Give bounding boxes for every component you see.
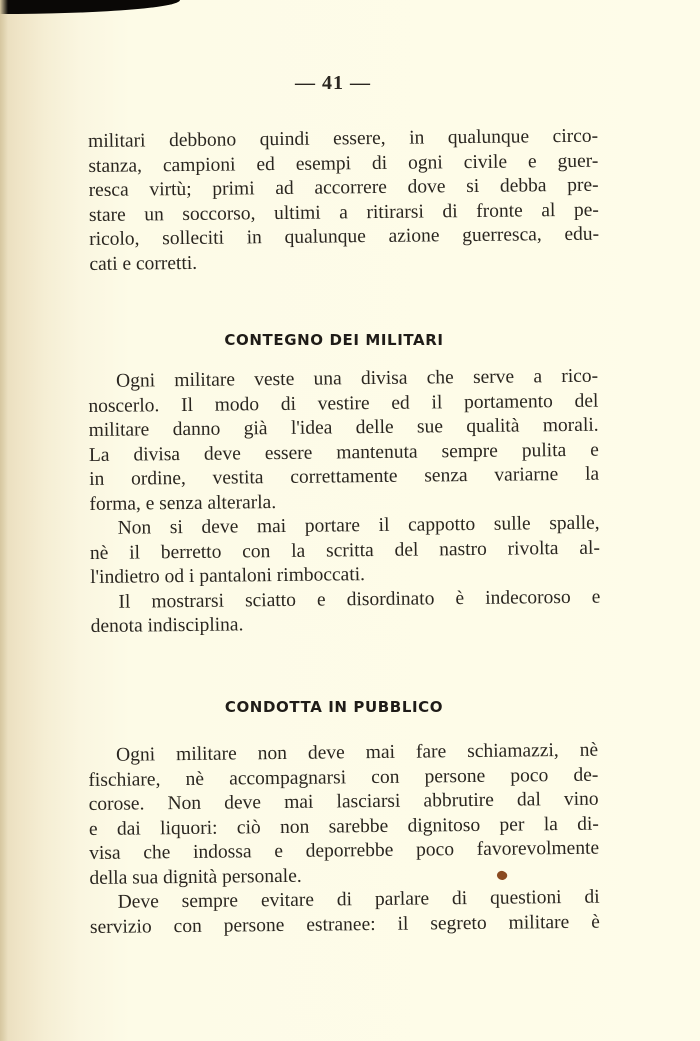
- text-line: Ogni militare non deve mai fare schiamazzi, nè: [116, 739, 599, 766]
- text-line: stanza, campioni ed esempi di ogni civile e guer-: [88, 150, 599, 177]
- text-line: militari debbono quindi essere, in qualunque circo-: [88, 125, 599, 152]
- scan-edge-shadow: [0, 0, 180, 14]
- text-line: Deve sempre evitare di parlare di questioni di: [117, 886, 600, 913]
- text-line: Non si deve mai portare il cappotto sulle spalle,: [117, 512, 600, 539]
- text-line: visa che indossa e deporrebbe poco favorevolmente: [89, 837, 600, 864]
- text-line: denota indisciplina.: [90, 614, 244, 637]
- section-contegno-body: [88, 365, 601, 640]
- text-line: della sua dignità personale.: [89, 865, 302, 889]
- page-number: — 41 —: [295, 72, 371, 94]
- text-line: in ordine, vestita correttamente senza variarne la: [89, 463, 600, 490]
- text-line: ricolo, solleciti in qualunque azione guerresca, edu-: [89, 223, 600, 250]
- text-line: e dai liquori: ciò non sarebbe dignitoso per la di-: [88, 813, 599, 840]
- text-line: nè il berretto con la scritta del nastro rivolta al-: [89, 537, 600, 564]
- text-line: servizio con persone estranee: il segreto militare è: [89, 911, 600, 938]
- text-line: corose. Non deve mai lasciarsi abbrutire dal vino: [88, 788, 599, 815]
- text-line: La divisa deve essere mantenuta sempre pulita e: [88, 439, 599, 466]
- page-spine-edge: [0, 0, 8, 1041]
- intro-paragraph: [88, 125, 600, 277]
- text-line: fischiare, nè accompagnarsi con persone poco de-: [88, 764, 599, 791]
- text-line: militare danno già l'idea delle sue qualità morali.: [88, 414, 599, 441]
- text-line: noscerlo. Il modo di vestire ed il portamento del: [88, 390, 599, 417]
- text-line: forma, e senza alterarla.: [89, 491, 277, 515]
- text-line: stare un soccorso, ultimi a ritirarsi di fronte al pe-: [88, 199, 599, 226]
- text-line: Il mostrarsi sciatto e disordinato è indecoroso e: [118, 586, 601, 613]
- text-line: cati e corretti.: [89, 252, 198, 275]
- text-line: Ogni militare veste una divisa che serve a rico-: [116, 365, 599, 392]
- section-condotta-body: [88, 739, 600, 940]
- section-heading-contegno: CONTEGNO DEI MILITARI: [224, 331, 444, 349]
- section-heading-condotta: CONDOTTA IN PUBBLICO: [224, 698, 444, 716]
- text-line: resca virtù; primi ad accorrere dove si debba pre-: [88, 174, 599, 201]
- text-line: l'indietro od i pantaloni rimboccati.: [90, 564, 366, 588]
